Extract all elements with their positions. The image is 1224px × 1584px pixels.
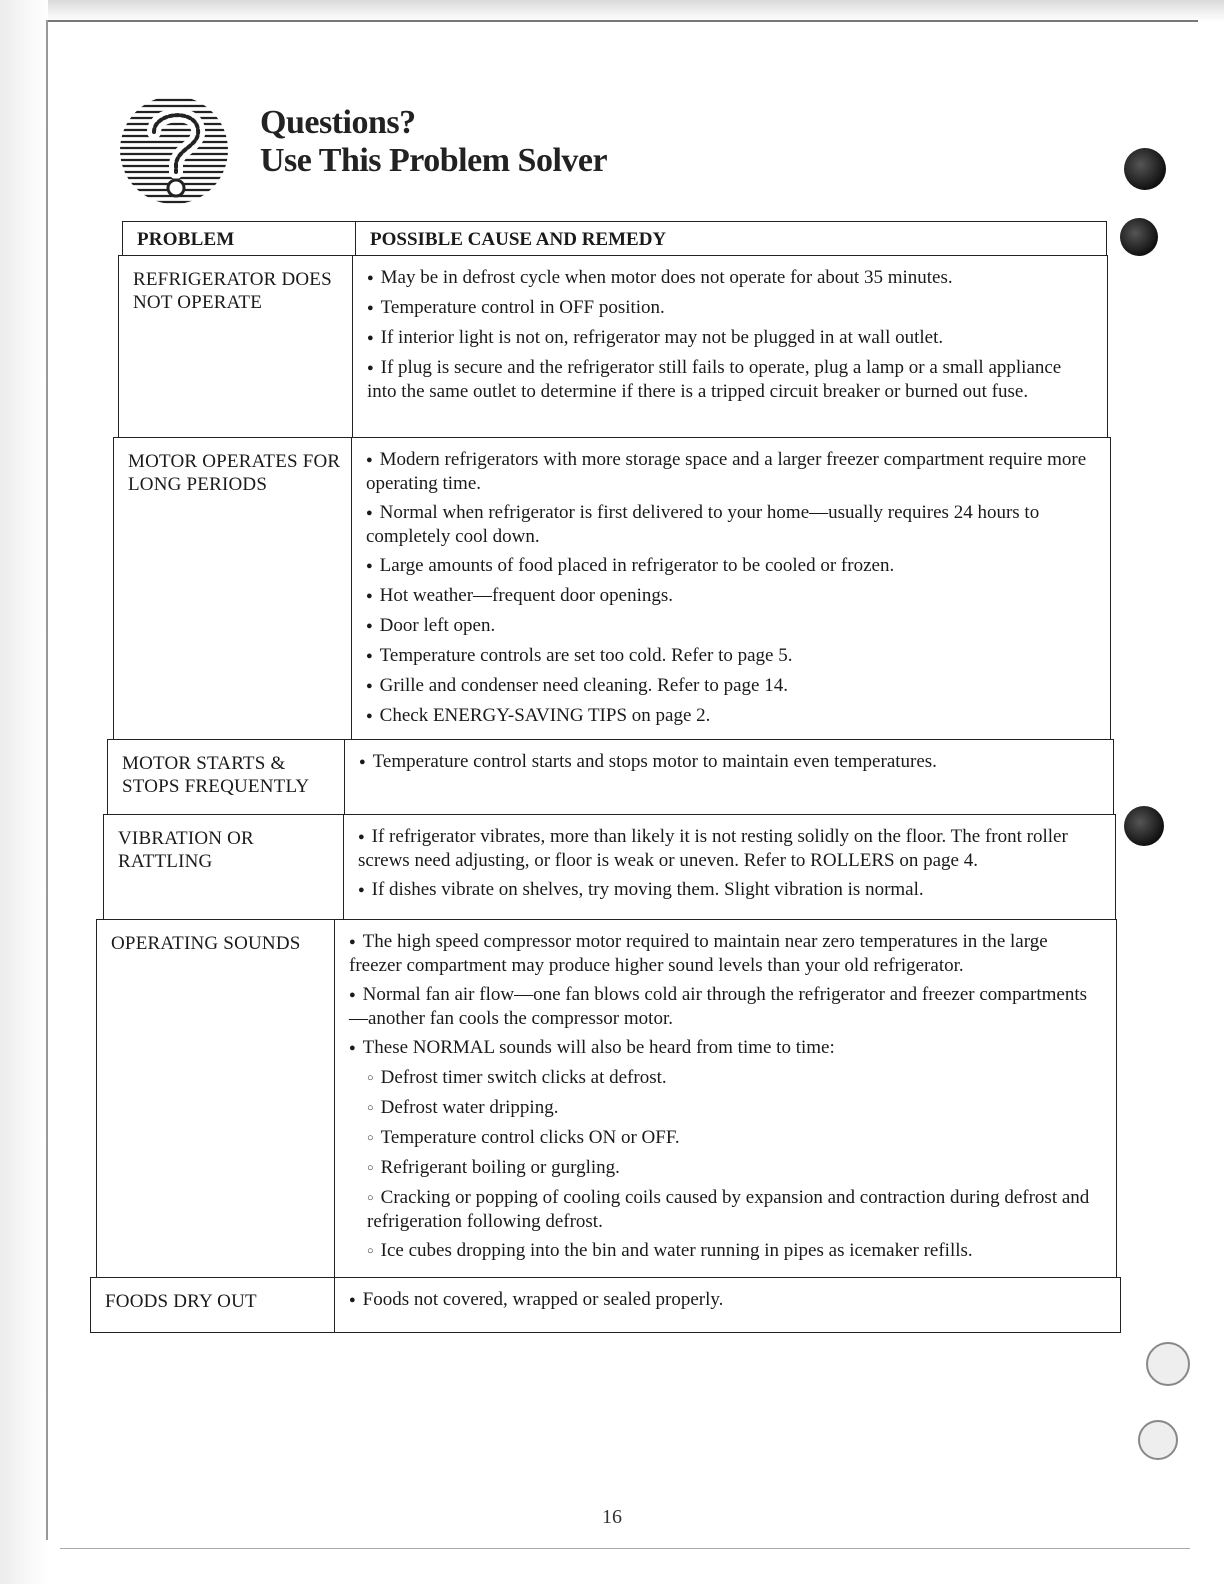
remedy-item: ● Temperature control starts and stops motor to maintain even temperatures. <box>359 750 1101 774</box>
punch-hole <box>1146 1342 1190 1386</box>
question-mark-icon <box>118 94 238 206</box>
remedy-item: ● Door left open. <box>366 614 1098 638</box>
punch-hole <box>1124 148 1166 190</box>
remedy-item: ● If plug is secure and the refrigerator still fails to operate, plug a lamp or a small appliance into the same outlet to determine if there is a tripped circuit breaker or burned out fuse. <box>367 356 1095 403</box>
remedy-cell <box>335 920 1116 1277</box>
punch-hole <box>1120 218 1158 256</box>
problem-cell: MOTOR STARTS & STOPS FREQUENTLY <box>108 740 345 814</box>
remedy-cell <box>353 256 1107 437</box>
remedy-sub-item: ○ Temperature control clicks ON or OFF. <box>367 1126 1104 1150</box>
remedy-sub-item: ○ Defrost water dripping. <box>367 1096 1104 1120</box>
remedy-item: ● Modern refrigerators with more storage space and a larger freezer compartment require more operating time. <box>366 448 1098 495</box>
remedy-cell <box>335 1278 1120 1332</box>
remedy-item: ● If interior light is not on, refrigerator may not be plugged in at wall outlet. <box>367 326 1095 350</box>
remedy-item: ● Temperature control in OFF position. <box>367 296 1095 320</box>
title-line-1: Questions? <box>260 104 416 141</box>
scan-edge-top <box>0 0 1224 22</box>
remedy-cell <box>345 740 1113 814</box>
problem-cell: VIBRATION OR RATTLING <box>104 815 344 919</box>
table-header-row <box>122 221 1107 256</box>
remedy-item: ● Normal when refrigerator is first delivered to your home—usually requires 24 hours to completely cool down. <box>366 501 1098 548</box>
remedy-item: ● If refrigerator vibrates, more than likely it is not resting solidly on the floor. The front roller screws need adjusting, or floor is weak or uneven. Refer to ROLLERS on page 4. <box>358 825 1103 872</box>
remedy-sub-item: ○ Ice cubes dropping into the bin and water running in pipes as icemaker refills. <box>367 1239 1104 1263</box>
punch-hole <box>1124 806 1164 846</box>
page-border-top <box>48 20 1198 22</box>
remedy-item: ● Temperature controls are set too cold. Refer to page 5. <box>366 644 1098 668</box>
remedy-item: ● Foods not covered, wrapped or sealed properly. <box>349 1288 1108 1312</box>
table-row <box>90 1277 1121 1333</box>
remedy-item: ● Check ENERGY-SAVING TIPS on page 2. <box>366 704 1098 728</box>
column-header-problem: PROBLEM <box>123 222 356 255</box>
table-row <box>103 814 1116 920</box>
problem-cell: FOODS DRY OUT <box>91 1278 335 1332</box>
page-border-left <box>46 20 48 1540</box>
table-row <box>96 919 1117 1278</box>
problem-cell: OPERATING SOUNDS <box>97 920 335 1277</box>
remedy-sub-item: ○ Cracking or popping of cooling coils caused by expansion and contraction during defrost and refrigeration following defrost. <box>367 1186 1104 1233</box>
remedy-item: ● The high speed compressor motor required to maintain near zero temperatures in the large freezer compartment may produce higher sound levels than your old refrigerator. <box>349 930 1104 977</box>
remedy-item: ● These NORMAL sounds will also be heard from time to time: <box>349 1036 1104 1060</box>
table-row <box>113 437 1111 740</box>
remedy-item: ● Normal fan air flow—one fan blows cold air through the refrigerator and freezer compartments—another fan cools the compressor motor. <box>349 983 1104 1030</box>
page-title <box>260 104 607 180</box>
remedy-sub-item: ○ Refrigerant boiling or gurgling. <box>367 1156 1104 1180</box>
scan-edge-left <box>0 0 48 1584</box>
page-number: 16 <box>602 1506 622 1528</box>
remedy-item: ● May be in defrost cycle when motor does not operate for about 35 minutes. <box>367 266 1095 290</box>
remedy-item: ● Large amounts of food placed in refrigerator to be cooled or frozen. <box>366 554 1098 578</box>
page-border-bottom <box>60 1548 1190 1549</box>
punch-hole <box>1138 1420 1178 1460</box>
remedy-cell <box>352 438 1110 739</box>
remedy-sub-item: ○ Defrost timer switch clicks at defrost. <box>367 1066 1104 1090</box>
title-line-2: Use This Problem Solver <box>260 142 608 179</box>
remedy-item: ● Hot weather—frequent door openings. <box>366 584 1098 608</box>
problem-cell: REFRIGERATOR DOES NOT OPERATE <box>119 256 353 437</box>
table-row <box>107 739 1114 815</box>
remedy-item: ● If dishes vibrate on shelves, try moving them. Slight vibration is normal. <box>358 878 1103 902</box>
problem-cell: MOTOR OPERATES FOR LONG PERIODS <box>114 438 352 739</box>
remedy-cell <box>344 815 1115 919</box>
column-header-remedy: POSSIBLE CAUSE AND REMEDY <box>370 229 667 250</box>
remedy-item: ● Grille and condenser need cleaning. Refer to page 14. <box>366 674 1098 698</box>
table-row <box>118 255 1108 438</box>
